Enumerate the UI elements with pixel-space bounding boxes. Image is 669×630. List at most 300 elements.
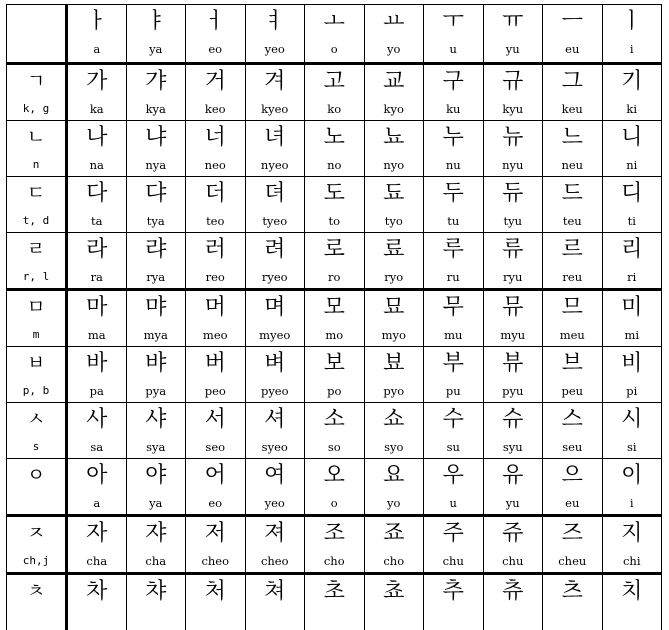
syllable-cell: [305, 459, 365, 516]
consonant-romanization: m: [32, 328, 40, 341]
syllable-romanization: cho: [383, 554, 405, 568]
vowel-glyph: ㅣ: [621, 9, 643, 34]
syllable-cell: [602, 177, 662, 233]
vowel-header-cell: [602, 5, 662, 64]
vowel-glyph: ㅠ: [502, 9, 524, 34]
syllable-cell: [424, 574, 484, 630]
syllable-romanization: no: [327, 158, 342, 172]
syllable-cell: [305, 290, 365, 347]
syllable-glyph: 쟈: [145, 521, 167, 546]
syllable-romanization: pyu: [502, 384, 524, 398]
vowel-romanization: yu: [505, 42, 520, 56]
syllable-cell: [543, 121, 603, 177]
syllable-cell: [305, 177, 365, 233]
syllable-glyph: 수: [442, 407, 464, 432]
syllable-cell: [364, 121, 424, 177]
consonant-header-cell: [7, 177, 67, 233]
syllable-cell: [67, 459, 127, 516]
syllable-cell: [126, 574, 186, 630]
syllable-romanization: [603, 612, 662, 626]
syllable-cell: [364, 459, 424, 516]
syllable-cell: [364, 290, 424, 347]
consonant-header-cell: [7, 574, 67, 630]
syllable-romanization: ryo: [384, 270, 404, 284]
syllable-romanization: ra: [90, 270, 103, 284]
syllable-cell: [364, 403, 424, 459]
syllable-glyph: 처: [204, 579, 226, 604]
syllable-romanization: cheo: [201, 554, 230, 568]
syllable-glyph: 주: [442, 521, 464, 546]
vowel-glyph: ㅜ: [442, 9, 464, 34]
syllable-glyph: 기: [621, 69, 643, 94]
vowel-header-cell: [424, 5, 484, 64]
syllable-cell: [67, 574, 127, 630]
syllable-glyph: 누: [442, 125, 464, 150]
syllable-cell: [424, 290, 484, 347]
syllable-cell: [602, 403, 662, 459]
vowel-glyph: ㅓ: [204, 9, 226, 34]
syllable-romanization: [246, 612, 305, 626]
syllable-cell: [245, 516, 305, 574]
syllable-cell: [186, 347, 246, 403]
vowel-romanization: i: [629, 42, 634, 56]
syllable-romanization: [186, 612, 245, 626]
syllable-romanization: u: [449, 496, 457, 510]
syllable-romanization: pi: [626, 384, 638, 398]
syllable-glyph: 바: [86, 351, 108, 376]
syllable-cell: [67, 290, 127, 347]
syllable-romanization: cha: [145, 554, 167, 568]
syllable-cell: [186, 574, 246, 630]
consonant-glyph: ㄹ: [26, 238, 46, 260]
syllable-glyph: 니: [621, 125, 643, 150]
syllable-romanization: yo: [387, 496, 401, 510]
syllable-glyph: 츄: [502, 579, 524, 604]
syllable-romanization: ru: [446, 270, 460, 284]
consonant-row: [7, 516, 662, 574]
syllable-romanization: reu: [562, 270, 583, 284]
consonant-header-cell: [7, 233, 67, 290]
syllable-glyph: 마: [86, 295, 108, 320]
vowel-header-cell: [245, 5, 305, 64]
syllable-romanization: o: [330, 496, 338, 510]
syllable-cell: [364, 233, 424, 290]
syllable-glyph: 뉴: [502, 125, 524, 150]
syllable-romanization: keo: [204, 102, 226, 116]
syllable-glyph: 어: [204, 463, 226, 488]
syllable-glyph: 쵸: [383, 579, 405, 604]
syllable-romanization: meo: [202, 328, 228, 342]
consonant-romanization: ch,j: [22, 554, 50, 567]
consonant-glyph: ㄱ: [26, 70, 46, 92]
syllable-romanization: kyu: [502, 102, 524, 116]
syllable-romanization: eu: [565, 496, 580, 510]
syllable-romanization: teu: [562, 214, 582, 228]
syllable-glyph: 듀: [502, 181, 524, 206]
syllable-cell: [67, 177, 127, 233]
vowel-header-row: [7, 5, 662, 64]
syllable-glyph: 사: [86, 407, 108, 432]
syllable-cell: [245, 290, 305, 347]
syllable-glyph: 겨: [264, 69, 286, 94]
vowel-romanization: a: [93, 42, 101, 56]
syllable-glyph: 류: [502, 237, 524, 262]
syllable-cell: [543, 233, 603, 290]
syllable-romanization: sa: [90, 440, 104, 454]
syllable-cell: [602, 516, 662, 574]
syllable-romanization: syo: [384, 440, 404, 454]
syllable-romanization: nya: [145, 158, 167, 172]
syllable-romanization: [68, 612, 126, 626]
syllable-romanization: ryeo: [261, 270, 288, 284]
syllable-glyph: 러: [204, 237, 226, 262]
syllable-cell: [602, 459, 662, 516]
consonant-romanization: k, g: [22, 102, 50, 115]
consonant-romanization: t, d: [22, 214, 50, 227]
vowel-glyph: ㅗ: [323, 9, 345, 34]
syllable-cell: [483, 121, 543, 177]
syllable-cell: [483, 64, 543, 121]
vowel-romanization: o: [330, 42, 338, 56]
syllable-glyph: 뎌: [264, 181, 286, 206]
syllable-romanization: chu: [502, 554, 524, 568]
syllable-romanization: myeo: [259, 328, 291, 342]
syllable-glyph: 며: [264, 295, 286, 320]
syllable-cell: [67, 516, 127, 574]
syllable-cell: [543, 403, 603, 459]
syllable-cell: [543, 516, 603, 574]
syllable-cell: [126, 459, 186, 516]
syllable-glyph: 으: [561, 463, 583, 488]
syllable-glyph: 거: [204, 69, 226, 94]
vowel-glyph: ㅕ: [264, 9, 286, 34]
consonant-glyph: ㅈ: [26, 522, 46, 544]
syllable-romanization: mi: [624, 328, 640, 342]
syllable-cell: [245, 403, 305, 459]
syllable-cell: [483, 177, 543, 233]
syllable-glyph: 죠: [383, 521, 405, 546]
syllable-cell: [543, 459, 603, 516]
syllable-romanization: a: [93, 496, 101, 510]
syllable-cell: [305, 64, 365, 121]
vowel-romanization: u: [449, 42, 457, 56]
vowel-header-cell: [126, 5, 186, 64]
syllable-cell: [67, 121, 127, 177]
syllable-glyph: 챠: [145, 579, 167, 604]
syllable-cell: [126, 64, 186, 121]
syllable-glyph: 시: [621, 407, 643, 432]
syllable-romanization: rya: [146, 270, 166, 284]
syllable-romanization: ta: [91, 214, 103, 228]
vowel-header-cell: [543, 5, 603, 64]
consonant-row: [7, 574, 662, 630]
syllable-glyph: 뮤: [502, 295, 524, 320]
consonant-header-cell: [7, 347, 67, 403]
syllable-romanization: cho: [323, 554, 345, 568]
consonant-row: [7, 290, 662, 347]
vowel-header-cell: [364, 5, 424, 64]
syllable-glyph: 뷰: [502, 351, 524, 376]
syllable-romanization: [484, 612, 543, 626]
vowel-glyph: ㅡ: [561, 9, 583, 34]
syllable-cell: [67, 233, 127, 290]
syllable-glyph: 야: [145, 463, 167, 488]
syllable-glyph: 랴: [145, 237, 167, 262]
syllable-glyph: 요: [383, 463, 405, 488]
consonant-row: [7, 347, 662, 403]
syllable-cell: [186, 290, 246, 347]
syllable-glyph: 셔: [264, 407, 286, 432]
syllable-romanization: cheu: [558, 554, 587, 568]
syllable-romanization: si: [626, 440, 637, 454]
syllable-romanization: ki: [626, 102, 638, 116]
syllable-cell: [126, 121, 186, 177]
syllable-romanization: neo: [204, 158, 226, 172]
syllable-romanization: ro: [328, 270, 341, 284]
syllable-glyph: 다: [86, 181, 108, 206]
syllable-romanization: i: [629, 496, 634, 510]
vowel-romanization: eu: [565, 42, 580, 56]
syllable-glyph: 자: [86, 521, 108, 546]
syllable-cell: [186, 459, 246, 516]
syllable-cell: [543, 177, 603, 233]
syllable-glyph: 소: [323, 407, 345, 432]
syllable-glyph: 두: [442, 181, 464, 206]
syllable-romanization: nyeo: [260, 158, 289, 172]
syllable-cell: [483, 233, 543, 290]
syllable-cell: [126, 403, 186, 459]
syllable-cell: [543, 574, 603, 630]
syllable-glyph: 려: [264, 237, 286, 262]
syllable-glyph: 구: [442, 69, 464, 94]
syllable-romanization: ni: [626, 158, 638, 172]
syllable-glyph: 묘: [383, 295, 405, 320]
hangul-chart-page: [6, 4, 663, 630]
syllable-cell: [364, 177, 424, 233]
syllable-cell: [424, 516, 484, 574]
syllable-glyph: 르: [561, 237, 583, 262]
syllable-cell: [126, 177, 186, 233]
syllable-romanization: teo: [206, 214, 225, 228]
syllable-glyph: 도: [323, 181, 345, 206]
corner-cell: [7, 5, 67, 64]
syllable-romanization: ti: [627, 214, 636, 228]
syllable-glyph: 츠: [561, 579, 583, 604]
syllable-glyph: 쥬: [502, 521, 524, 546]
vowel-header-cell: [67, 5, 127, 64]
syllable-cell: [126, 516, 186, 574]
syllable-romanization: so: [327, 440, 341, 454]
syllable-romanization: ka: [89, 102, 104, 116]
syllable-cell: [424, 64, 484, 121]
syllable-romanization: seo: [205, 440, 226, 454]
syllable-cell: [245, 459, 305, 516]
syllable-glyph: 노: [323, 125, 345, 150]
syllable-glyph: 차: [86, 579, 108, 604]
consonant-glyph: ㅇ: [26, 464, 46, 486]
syllable-cell: [424, 459, 484, 516]
syllable-cell: [602, 574, 662, 630]
syllable-glyph: 뵤: [383, 351, 405, 376]
syllable-romanization: tyu: [503, 214, 523, 228]
consonant-glyph: ㄴ: [26, 126, 46, 148]
syllable-romanization: nyu: [502, 158, 524, 172]
consonant-row: [7, 233, 662, 290]
syllable-romanization: tyeo: [262, 214, 288, 228]
vowel-romanization: yeo: [264, 42, 285, 56]
syllable-cell: [245, 233, 305, 290]
syllable-cell: [245, 121, 305, 177]
syllable-glyph: 쇼: [383, 407, 405, 432]
syllable-glyph: 초: [323, 579, 345, 604]
consonant-row: [7, 459, 662, 516]
syllable-glyph: 지: [621, 521, 643, 546]
vowel-romanization: ya: [149, 42, 163, 56]
syllable-glyph: 너: [204, 125, 226, 150]
vowel-glyph: ㅑ: [145, 9, 167, 34]
syllable-glyph: 버: [204, 351, 226, 376]
vowel-header-cell: [483, 5, 543, 64]
vowel-header-cell: [305, 5, 365, 64]
syllable-romanization: peu: [561, 384, 584, 398]
syllable-romanization: mo: [325, 328, 344, 342]
syllable-cell: [186, 233, 246, 290]
syllable-glyph: 로: [323, 237, 345, 262]
syllable-glyph: 보: [323, 351, 345, 376]
consonant-header-cell: [7, 403, 67, 459]
syllable-cell: [602, 64, 662, 121]
syllable-glyph: 디: [621, 181, 643, 206]
syllable-glyph: 부: [442, 351, 464, 376]
syllable-cell: [483, 403, 543, 459]
syllable-cell: [424, 121, 484, 177]
syllable-cell: [186, 177, 246, 233]
syllable-romanization: cha: [86, 554, 108, 568]
syllable-romanization: su: [446, 440, 460, 454]
syllable-glyph: 뇨: [383, 125, 405, 150]
syllable-glyph: 미: [621, 295, 643, 320]
syllable-romanization: tu: [447, 214, 460, 228]
syllable-cell: [483, 516, 543, 574]
syllable-romanization: ri: [627, 270, 637, 284]
syllable-glyph: 됴: [383, 181, 405, 206]
consonant-romanization: p, b: [22, 384, 50, 397]
syllable-cell: [126, 347, 186, 403]
syllable-cell: [602, 347, 662, 403]
syllable-romanization: ma: [87, 328, 106, 342]
syllable-cell: [245, 177, 305, 233]
syllable-glyph: 슈: [502, 407, 524, 432]
syllable-glyph: 쳐: [264, 579, 286, 604]
syllable-glyph: 유: [502, 463, 524, 488]
syllable-glyph: 규: [502, 69, 524, 94]
vowel-romanization: yo: [387, 42, 401, 56]
consonant-romanization: r, l: [22, 270, 50, 283]
syllable-romanization: pyeo: [260, 384, 289, 398]
syllable-glyph: 교: [383, 69, 405, 94]
syllable-glyph: 라: [86, 237, 108, 262]
syllable-cell: [305, 403, 365, 459]
syllable-romanization: [424, 612, 483, 626]
syllable-cell: [602, 290, 662, 347]
syllable-cell: [483, 347, 543, 403]
syllable-glyph: 갸: [145, 69, 167, 94]
consonant-row: [7, 403, 662, 459]
syllable-romanization: to: [328, 214, 341, 228]
syllable-glyph: 먀: [145, 295, 167, 320]
syllable-cell: [245, 347, 305, 403]
syllable-romanization: na: [89, 158, 104, 172]
syllable-romanization: nu: [445, 158, 461, 172]
syllable-cell: [126, 290, 186, 347]
syllable-glyph: 오: [323, 463, 345, 488]
syllable-romanization: tyo: [384, 214, 403, 228]
syllable-romanization: keu: [561, 102, 583, 116]
syllable-glyph: 머: [204, 295, 226, 320]
syllable-cell: [543, 64, 603, 121]
syllable-glyph: 느: [561, 125, 583, 150]
syllable-glyph: 무: [442, 295, 464, 320]
syllable-glyph: 루: [442, 237, 464, 262]
syllable-glyph: 조: [323, 521, 345, 546]
syllable-romanization: nyo: [383, 158, 405, 172]
syllable-cell: [126, 233, 186, 290]
syllable-romanization: ko: [327, 102, 342, 116]
syllable-cell: [305, 574, 365, 630]
syllable-glyph: 모: [323, 295, 345, 320]
syllable-romanization: mu: [444, 328, 463, 342]
consonant-row: [7, 177, 662, 233]
consonant-romanization: n: [32, 158, 40, 171]
syllable-cell: [424, 403, 484, 459]
syllable-glyph: 추: [442, 579, 464, 604]
syllable-romanization: kyeo: [261, 102, 289, 116]
syllable-cell: [305, 347, 365, 403]
consonant-header-cell: [7, 290, 67, 347]
syllable-glyph: 우: [442, 463, 464, 488]
syllable-glyph: 저: [204, 521, 226, 546]
syllable-glyph: 여: [264, 463, 286, 488]
syllable-glyph: 가: [86, 69, 108, 94]
syllable-cell: [364, 574, 424, 630]
vowel-glyph: ㅏ: [86, 9, 108, 34]
syllable-glyph: 드: [561, 181, 583, 206]
syllable-romanization: chi: [622, 554, 641, 568]
syllable-cell: [543, 290, 603, 347]
syllable-glyph: 료: [383, 237, 405, 262]
syllable-romanization: chu: [442, 554, 464, 568]
syllable-cell: [186, 403, 246, 459]
consonant-row: [7, 121, 662, 177]
syllable-cell: [602, 121, 662, 177]
consonant-glyph: ㅅ: [26, 408, 46, 430]
syllable-romanization: [365, 612, 424, 626]
syllable-glyph: 스: [561, 407, 583, 432]
syllable-cell: [67, 64, 127, 121]
syllable-glyph: 므: [561, 295, 583, 320]
syllable-cell: [305, 121, 365, 177]
syllable-cell: [483, 459, 543, 516]
syllable-romanization: [127, 612, 186, 626]
consonant-header-cell: [7, 516, 67, 574]
consonant-row: [7, 64, 662, 121]
syllable-romanization: myu: [500, 328, 526, 342]
syllable-romanization: peo: [204, 384, 226, 398]
syllable-glyph: 서: [204, 407, 226, 432]
syllable-cell: [543, 347, 603, 403]
vowel-romanization: eo: [208, 42, 223, 56]
consonant-glyph: ㅂ: [26, 352, 46, 374]
